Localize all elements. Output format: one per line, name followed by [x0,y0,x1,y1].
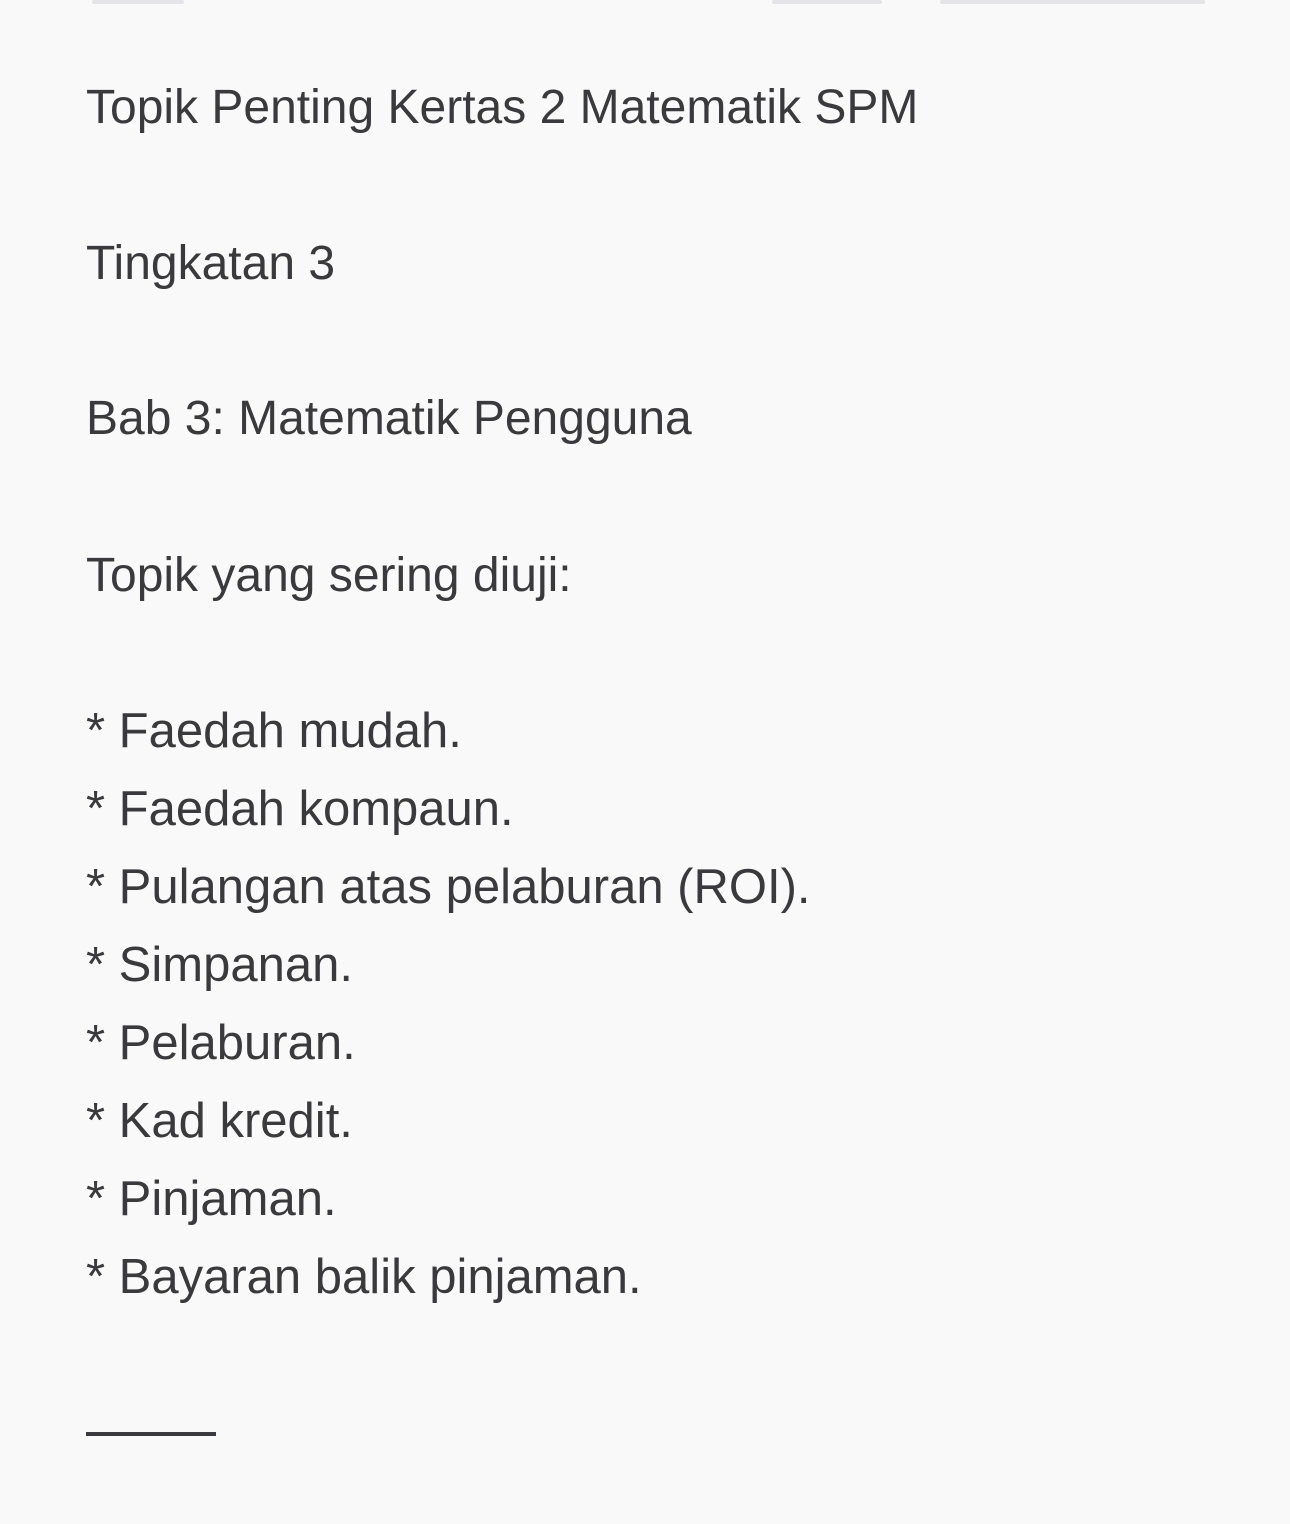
list-item: * Pulangan atas pelaburan (ROI). [86,860,811,914]
list-item: * Faedah mudah. [86,704,462,758]
list-item: * Kad kredit. [86,1094,353,1148]
list-item: * Faedah kompaun. [86,782,514,836]
list-item: * Bayaran balik pinjaman. [86,1250,642,1304]
list-item: * Pinjaman. [86,1172,337,1226]
chapter-heading: Bab 3: Matematik Pengguna [86,392,692,445]
form-level: Tingkatan 3 [86,237,336,290]
note-title: Topik Penting Kertas 2 Matematik SPM [86,81,919,134]
note-document[interactable] [86,0,1230,1524]
horizontal-rule [86,1432,216,1436]
topic-list-intro: Topik yang sering diuji: [86,549,572,602]
list-item: * Pelaburan. [86,1016,356,1070]
list-item: * Simpanan. [86,938,353,992]
